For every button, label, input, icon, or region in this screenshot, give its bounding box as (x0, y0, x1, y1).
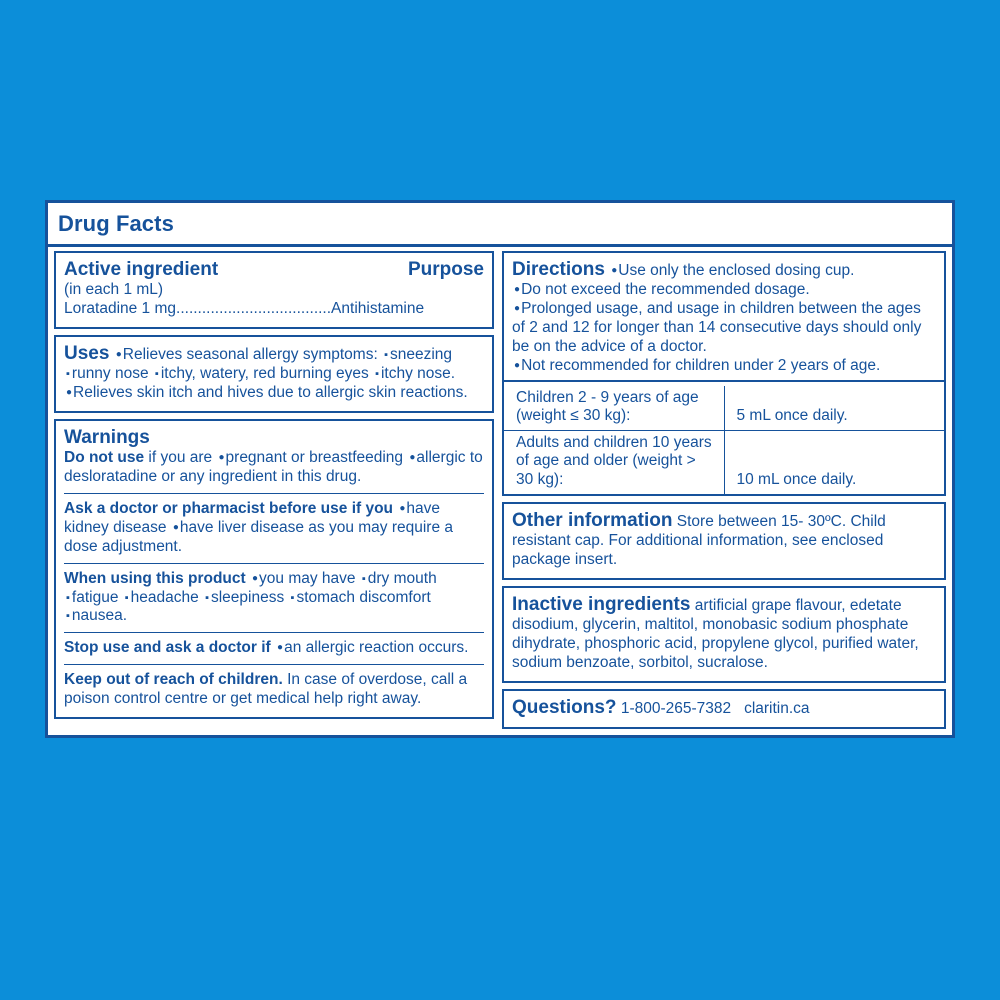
uses-heading: Uses (64, 342, 110, 364)
table-row (504, 430, 944, 493)
right-column (500, 247, 952, 735)
keep-out-of-reach-block (64, 671, 484, 709)
uses-bullet-2: ● Relieves skin itch and hives due to allergic skin reactions. (64, 384, 468, 401)
ask-doctor-bullet-2: ● have liver disease as you may require a dose adjustment. (64, 519, 453, 555)
dosage-table-grid (504, 386, 944, 494)
questions-section (502, 689, 946, 729)
when-using-item-sleepiness: ▪ sleepiness (203, 589, 284, 606)
warnings-divider-3 (64, 632, 484, 633)
ask-doctor-label: Ask a doctor or pharmacist before use if you (64, 499, 394, 517)
left-column (48, 247, 500, 725)
directions-section (502, 251, 946, 380)
do-not-use-text: if you are (148, 449, 213, 467)
directions-bullet-2: ● Do not exceed the recommended dosage. (512, 281, 936, 300)
when-using-item-nausea: ▪ nausea. (64, 607, 127, 624)
do-not-use-bullet-2: ● allergic to desloratadine or any ingredient in this drug. (64, 449, 483, 485)
active-ingredient-subheading: (in each 1 mL) (64, 281, 164, 299)
dosage-amount-1: 5 mL once daily. (724, 386, 944, 431)
uses-item-sneezing: ▪ sneezing (382, 346, 452, 363)
keep-out-of-reach-label: Keep out of reach of children. (64, 671, 283, 689)
uses-item-runny-nose: ▪ runny nose (64, 365, 149, 382)
page-title: Drug Facts (48, 203, 952, 247)
directions-bullet-1: ● Use only the enclosed dosing cup. (609, 262, 854, 279)
questions-phone[interactable]: 1-800-265-7382 (620, 699, 732, 717)
inactive-ingredients-section (502, 586, 946, 683)
questions-heading: Questions? (512, 696, 617, 718)
drug-facts-panel (45, 200, 955, 738)
do-not-use-label: Do not use (64, 449, 145, 467)
warnings-divider-4 (64, 664, 484, 665)
questions-website[interactable]: claritin.ca (744, 699, 810, 717)
directions-body (512, 258, 936, 376)
inactive-ingredients-heading: Inactive ingredients (512, 593, 691, 615)
active-ingredient-line: Loratadine 1 mg....................................Antihistamine (64, 300, 425, 318)
ask-doctor-bullet-1: ● have kidney disease (64, 500, 440, 536)
other-information-body (512, 509, 936, 570)
when-using-item-headache: ▪ headache (123, 589, 199, 606)
stop-use-block (64, 639, 484, 658)
directions-bullet-4: ● Not recommended for children under 2 years of age. (512, 357, 936, 376)
active-ingredient-heading: Active ingredient (64, 259, 219, 280)
other-information-text: Store between 15- 30ºC. Child resistant cap. For additional information, see enclosed package insert. (512, 512, 886, 568)
do-not-use-block (64, 449, 484, 487)
drug-facts-columns (48, 247, 952, 735)
uses-section (54, 335, 494, 413)
when-using-item-fatigue: ▪ fatigue (64, 589, 118, 606)
stop-use-label: Stop use and ask a doctor if (64, 639, 271, 657)
dosage-amount-2: 10 mL once daily. (724, 430, 944, 493)
directions-bullet-3: ● Prolonged usage, and usage in children between the ages of 2 and 12 for longer than 14 consecutive days should only be on the advice of a doctor. (512, 300, 936, 357)
when-using-label: When using this product (64, 569, 246, 587)
warnings-section (54, 419, 494, 719)
questions-body (512, 696, 936, 719)
uses-item-itchy-nose: ▪ itchy nose. (373, 365, 455, 382)
dosage-group-1: Children 2 - 9 years of age (weight ≤ 30 kg): (504, 386, 724, 431)
inactive-ingredients-text: artificial grape flavour, edetate disodium, glycerin, maltitol, monobasic sodium phosphate dihydrate, phosphoric acid, propylene glycol, purified water, sodium benzoate, sorbitol, sucralose. (512, 596, 919, 671)
warnings-divider-1 (64, 493, 484, 494)
table-row (504, 386, 944, 431)
warnings-divider-2 (64, 563, 484, 564)
uses-bullet-1: ● Relieves seasonal allergy symptoms: (114, 346, 378, 363)
other-information-heading: Other information (512, 509, 673, 531)
other-information-section (502, 502, 946, 580)
ask-doctor-block (64, 500, 484, 557)
dosage-group-2: Adults and children 10 years of age and older (weight > 30 kg): (516, 433, 712, 489)
uses-body (64, 342, 484, 403)
keep-out-of-reach-text: In case of overdose, call a poison control centre or get medical help right away. (64, 671, 468, 708)
when-using-bullet-1: ● you may have (250, 570, 356, 587)
stop-use-bullet-1: ● an allergic reaction occurs. (275, 639, 468, 656)
uses-item-itchy-eyes: ▪ itchy, watery, red burning eyes (153, 365, 369, 382)
warnings-heading: Warnings (64, 426, 150, 448)
when-using-item-dry-mouth: ▪ dry mouth (360, 570, 437, 587)
directions-heading: Directions (512, 259, 605, 280)
when-using-item-stomach-discomfort: ▪ stomach discomfort (289, 589, 431, 606)
do-not-use-bullet-1: ● pregnant or breastfeeding (216, 449, 403, 466)
purpose-heading: Purpose (407, 259, 485, 280)
inactive-ingredients-body (512, 593, 936, 673)
active-ingredient-section (54, 251, 494, 329)
when-using-block (64, 570, 484, 627)
active-ingredient-header-row (64, 258, 484, 281)
dosage-table (502, 380, 946, 496)
